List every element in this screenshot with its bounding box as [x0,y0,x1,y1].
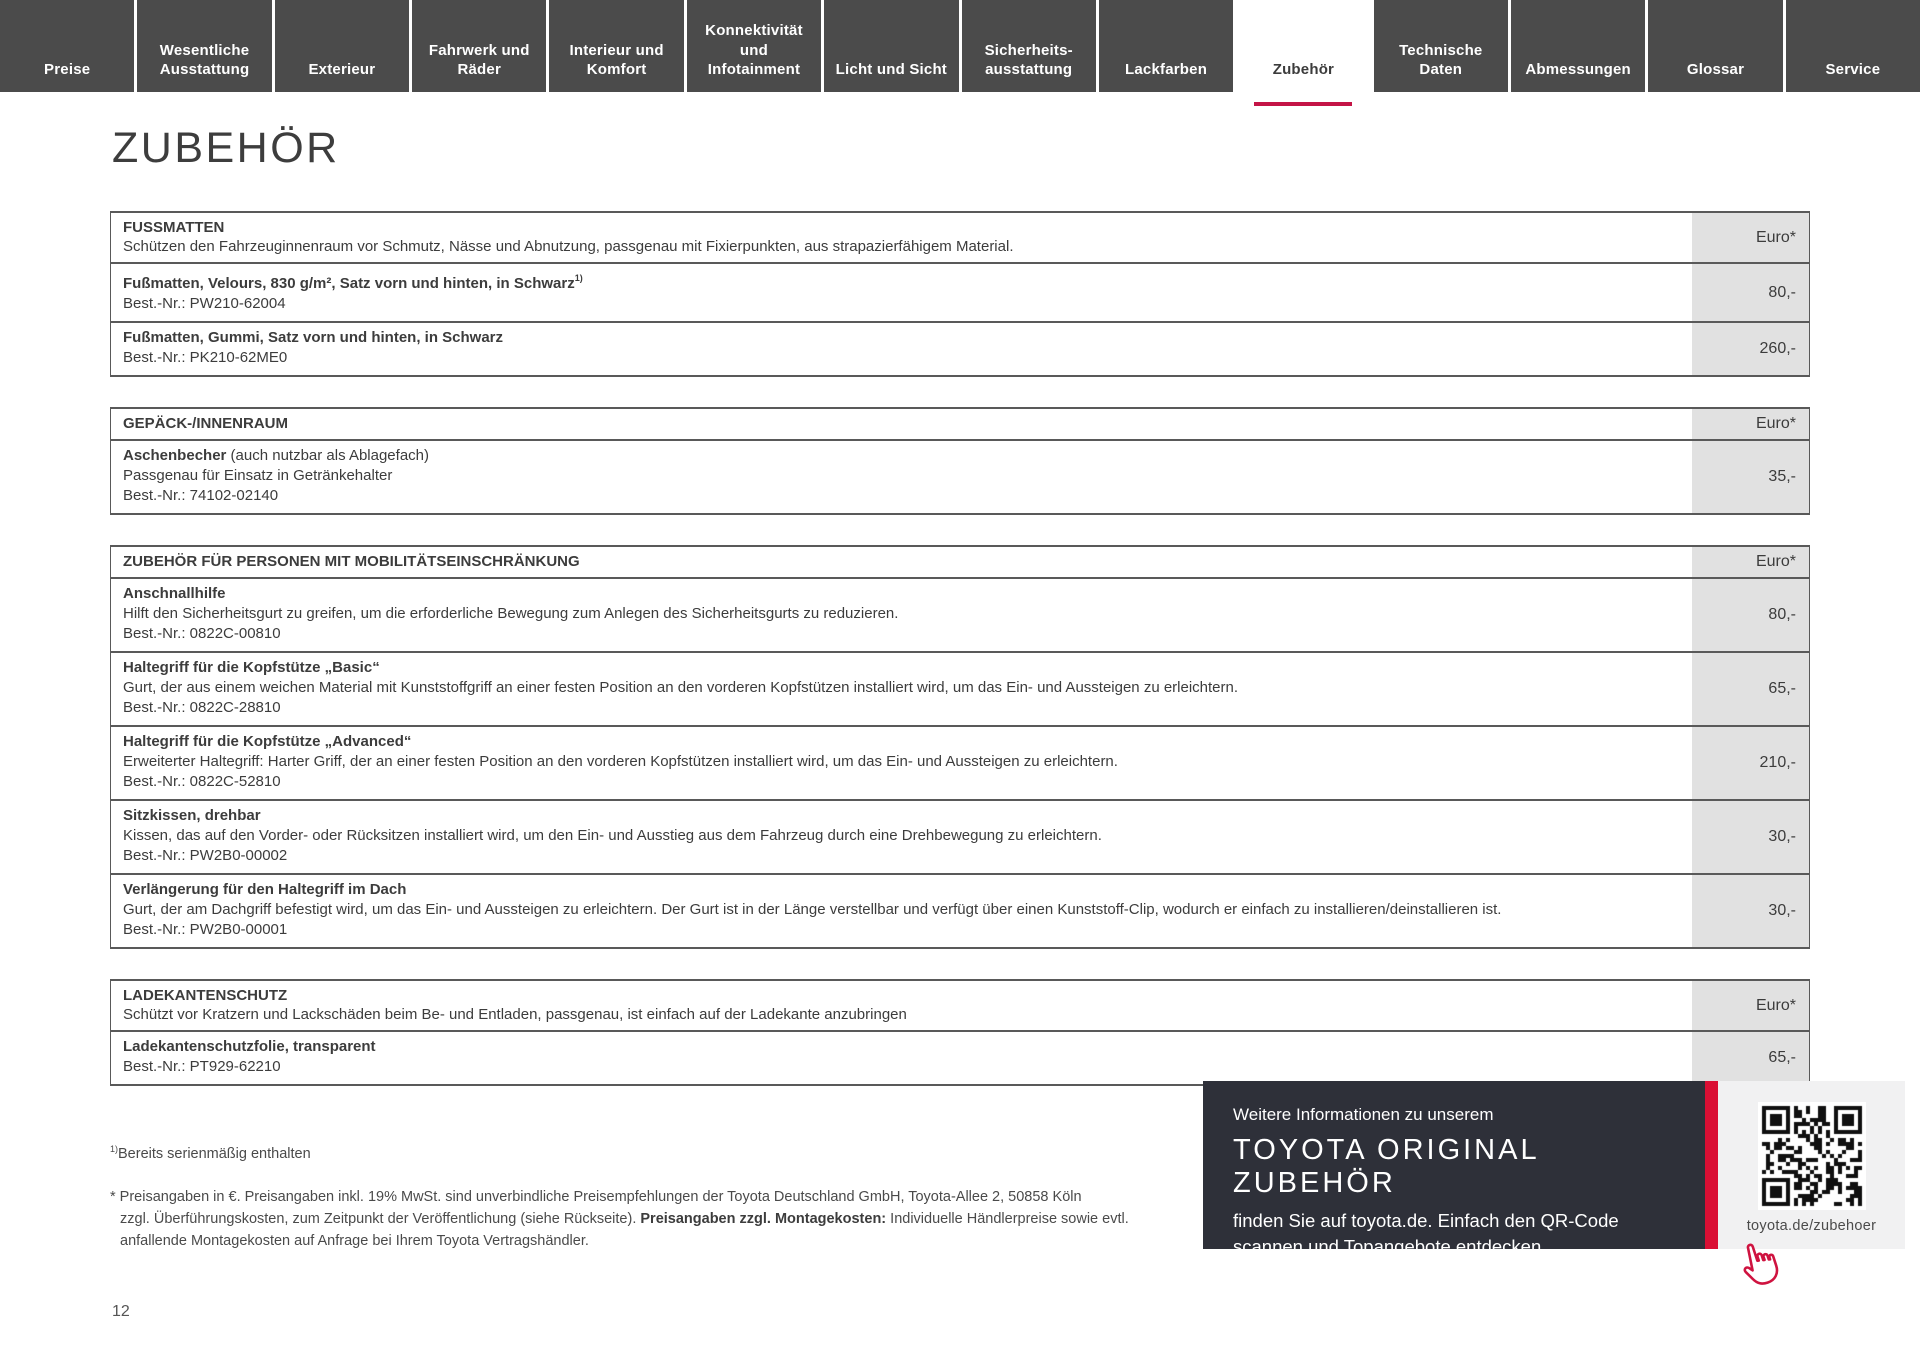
footnote-line: * Preisangaben in €. Preisangaben inkl. 19% MwSt. sind unverbindliche Preisempfehlungen der Toyota Deutschland GmbH, Toyota-Allee 2, 50858 Köln [110,1188,1082,1205]
table-title: FUSSMATTEN [123,219,225,236]
table-header [111,547,1809,579]
item-text [111,1032,1692,1084]
tables-container [110,211,1810,1086]
item-order-number: Best.-Nr.: PW2B0-00002 [123,847,288,864]
item-name-bold: Anschnallhilfe [123,585,226,602]
item-name [123,1037,1680,1057]
table-header-text [111,409,1692,439]
table-row [111,873,1809,947]
qr-code [1758,1102,1866,1210]
price-value: 35,- [1692,441,1809,513]
item-name [123,658,1680,678]
table-subtitle: Schützt vor Kratzern und Lackschäden beim Be- und Entladen, passgenau, ist einfach auf der Ladekante anzubringen [123,1006,907,1023]
tab-technische-daten[interactable]: Technische Daten [1374,0,1508,92]
item-name-bold: Aschenbecher [123,447,227,464]
tab-sicherheits-ausstattung[interactable]: Sicherheits-ausstattung [962,0,1096,92]
red-stripe [1705,1081,1718,1249]
price-table [110,211,1810,377]
qr-caption[interactable]: toyota.de/zubehoer [1746,1218,1877,1234]
table-row [111,441,1809,513]
table-title: ZUBEHÖR FÜR PERSONEN MIT MOBILITÄTSEINSCHRÄNKUNG [123,553,580,570]
item-text [111,579,1692,651]
item-name [123,328,1680,348]
item-order-number: Best.-Nr.: PK210-62ME0 [123,349,288,366]
tab-wesentliche-ausstattung[interactable]: Wesentliche Ausstattung [137,0,271,92]
page-number: 12 [112,1303,130,1320]
promo-intro: Weitere Informationen zu unserem [1233,1105,1494,1124]
table-header [111,213,1809,264]
price-value: 80,- [1692,579,1809,651]
tab-preise[interactable]: Preise [0,0,134,92]
price-column-header: Euro* [1692,409,1809,439]
tab-licht-und-sicht[interactable]: Licht und Sicht [824,0,958,92]
tab-fahrwerk-und-räder[interactable]: Fahrwerk und Räder [412,0,546,92]
price-table [110,545,1810,949]
table-row [111,321,1809,375]
item-name [123,732,1680,752]
price-column-header: Euro* [1692,547,1809,577]
item-name [123,269,1680,294]
item-text [111,653,1692,725]
table-subtitle: Schützen den Fahrzeuginnenraum vor Schmutz, Nässe und Abnutzung, passgenau mit Fixierpunkten, aus strapazierfähigem Material. [123,238,1014,255]
item-text [111,875,1692,947]
item-name-bold: Fußmatten, Velours, 830 g/m², Satz vorn und hinten, in Schwarz [123,275,575,292]
table-row [111,651,1809,725]
item-order-number: Best.-Nr.: 0822C-00810 [123,625,281,642]
item-description: Gurt, der am Dachgriff befestigt wird, um das Ein- und Aussteigen zu erleichtern. Der Gurt ist in der Länge verstellbar und verfügt über einen Kunststoff-Clip, wodurch er einfach zu installieren/deinstallieren ist. [123,901,1502,918]
item-order-number: Best.-Nr.: PW210-62004 [123,295,286,312]
content-area [110,92,1810,1320]
tab-abmessungen[interactable]: Abmessungen [1511,0,1645,92]
price-column-header: Euro* [1692,981,1809,1030]
item-order-number: Best.-Nr.: 0822C-28810 [123,699,281,716]
table-row [111,799,1809,873]
item-name-bold: Sitzkissen, drehbar [123,807,261,824]
footnote-line: zzgl. Überführungskosten, zum Zeitpunkt der Veröffentlichung (siehe Rückseite). Preisangaben zzgl. Montagekosten: Individuelle Händlerpreise sowie evtl. [120,1210,1129,1227]
table-row [111,264,1809,321]
tab-exterieur[interactable]: Exterieur [275,0,409,92]
item-text [111,727,1692,799]
table-title: GEPÄCK-/INNENRAUM [123,415,288,432]
item-order-number: Best.-Nr.: PT929-62210 [123,1058,281,1075]
price-value: 80,- [1692,264,1809,321]
item-order-number: Best.-Nr.: 0822C-52810 [123,773,281,790]
promo-description: finden Sie auf toyota.de. Einfach den QR-Code scannen und Topangebote entdecken. [1233,1210,1619,1257]
footnote-marker: 1) [110,1144,119,1154]
tab-glossar[interactable]: Glossar [1648,0,1782,92]
price-value: 260,- [1692,323,1809,375]
price-value: 210,- [1692,727,1809,799]
page-title: ZUBEHÖR [112,124,340,172]
promo-headline: TOYOTA ORIGINAL ZUBEHÖR [1233,1134,1539,1199]
price-column-header: Euro* [1692,213,1809,262]
price-table [110,979,1810,1086]
footnote-line: anfallende Montagekosten auf Anfrage bei Ihrem Toyota Vertragshändler. [120,1232,589,1249]
table-row [111,725,1809,799]
item-text [111,264,1692,321]
item-name-bold: Verlängerung für den Haltegriff im Dach [123,881,407,898]
promo-dark-panel [1203,1081,1705,1257]
item-name-bold: Haltegriff für die Kopfstütze „Basic“ [123,659,380,676]
table-header [111,409,1809,441]
table-header [111,981,1809,1032]
item-order-number: Best.-Nr.: 74102-02140 [123,487,279,504]
item-name [123,584,1680,604]
qr-panel [1718,1081,1905,1249]
item-description: Kissen, das auf den Vorder- oder Rücksitzen installiert wird, um den Ein- und Ausstieg aus dem Fahrzeug durch eine Drehbewegung zu erleichtern. [123,827,1102,844]
tab-service[interactable]: Service [1786,0,1920,92]
item-order-number: Best.-Nr.: PW2B0-00001 [123,921,288,938]
item-text [111,801,1692,873]
price-value: 30,- [1692,875,1809,947]
item-description: Erweiterter Haltegriff: Harter Griff, der an einer festen Position an den vorderen Kopfstützen installiert wird, um das Ein- und Aussteigen zu erleichtern. [123,753,1118,770]
footnote-serial: $^{1)}$Bereits serienmäßig enthalten [110,1144,311,1162]
item-description: Passgenau für Einsatz in Getränkehalter [123,467,393,484]
price-value: 65,- [1692,653,1809,725]
tab-bar [0,0,1920,92]
tab-lackfarben[interactable]: Lackfarben [1099,0,1233,92]
promo-banner [1203,1081,1905,1257]
item-name [123,880,1680,900]
item-name-rest: (auch nutzbar als Ablagefach) [226,447,429,464]
item-footnote-marker: 1) [574,273,583,283]
item-description: Hilft den Sicherheitsgurt zu greifen, um die erforderliche Bewegung zum Anlegen des Sicherheitsgurts zu reduzieren. [123,605,899,622]
item-description: Gurt, der aus einem weichen Material mit Kunststoffgriff an einer festen Position an den vorderen Kopfstützen installiert wird, um das Ein- und Aussteigen zu erleichtern. [123,679,1239,696]
item-text [111,323,1692,375]
price-value: 65,- [1692,1032,1809,1084]
item-name [123,806,1680,826]
tab-zubehör[interactable]: Zubehör [1236,0,1370,92]
price-value: 30,- [1692,801,1809,873]
table-row [111,1032,1809,1084]
item-text [111,441,1692,513]
item-name [123,446,1680,466]
item-name-bold: Ladekantenschutzfolie, transparent [123,1038,376,1055]
item-name-bold: Fußmatten, Gummi, Satz vorn und hinten, in Schwarz [123,329,504,346]
table-header-text [111,547,1692,577]
table-title: LADEKANTENSCHUTZ [123,987,288,1004]
item-name-bold: Haltegriff für die Kopfstütze „Advanced“ [123,733,412,750]
table-row [111,579,1809,651]
hand-cursor-icon [1737,1237,1781,1293]
table-header-text [111,981,1692,1030]
tab-interieur-und-komfort[interactable]: Interieur und Komfort [549,0,683,92]
tab-konnektivität-und-infotainment[interactable]: Konnektivität und Infotainment [687,0,821,92]
table-header-text [111,213,1692,262]
price-table [110,407,1810,515]
